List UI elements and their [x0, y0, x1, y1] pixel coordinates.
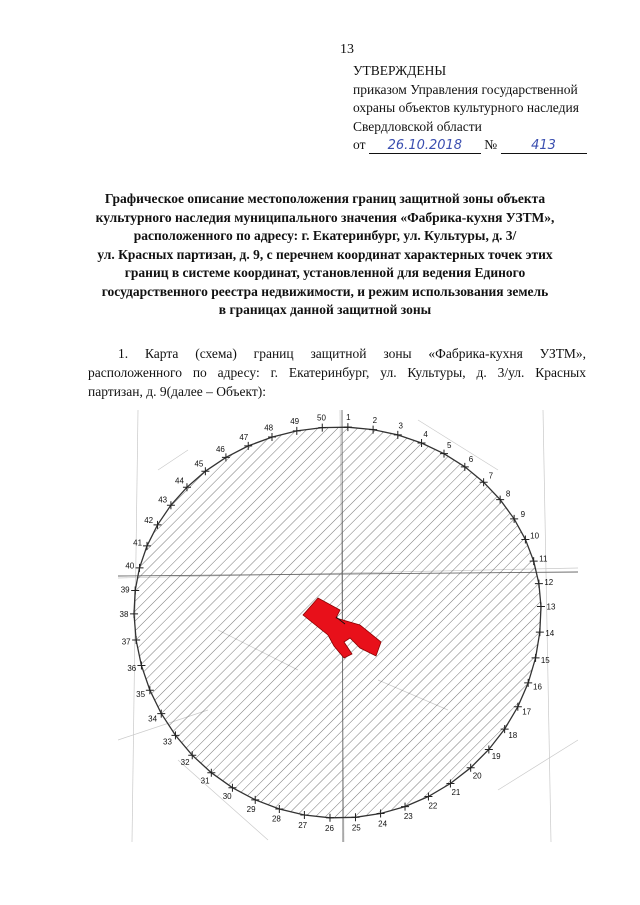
point-label: 19 [491, 752, 501, 762]
point-label: 17 [522, 707, 532, 717]
approval-block [353, 62, 587, 155]
approval-line-2: охраны объектов культурного наследия [353, 100, 579, 115]
section-1-paragraph [88, 344, 586, 401]
point-label: 24 [378, 819, 388, 829]
point-label: 23 [403, 812, 413, 821]
paragraph-line: 1. Карта (схема) границ защитной зоны «Фабрика-кухня УЗТМ», [118, 346, 586, 361]
point-label: 15 [540, 656, 550, 666]
point-label: 39 [120, 585, 130, 595]
point-label: 9 [520, 509, 526, 519]
point-label: 3 [398, 421, 403, 431]
point-label: 36 [127, 664, 137, 674]
point-label: 50 [317, 413, 326, 423]
point-label: 32 [180, 758, 190, 768]
point-label: 48 [264, 423, 274, 433]
point-label: 1 [346, 413, 351, 423]
paragraph-line: партизан, д. 9(далее – Объект): [88, 384, 267, 399]
point-label: 38 [119, 610, 129, 620]
point-label: 30 [222, 792, 232, 802]
title-line: государственного реестра недвижимости, и режим использования земель [101, 283, 549, 299]
title-line: границ в системе координат, установленной для ведения Единого [124, 265, 526, 280]
point-label: 29 [246, 805, 256, 814]
point-label: 10 [530, 531, 540, 541]
date-prefix: от [353, 137, 366, 152]
point-label: 7 [488, 471, 494, 481]
document-title [60, 190, 590, 320]
point-label: 25 [351, 823, 361, 833]
point-label: 28 [271, 814, 281, 824]
title-line: Графическое описание местоположения границ защитной зоны объекта [104, 191, 546, 206]
title-line: ул. Красных партизан, д. 9, с перечнем координат характерных точек этих [97, 246, 553, 262]
point-label: 6 [468, 455, 474, 464]
order-date: 26.10.2018 [369, 139, 481, 154]
point-label: 44 [175, 476, 184, 486]
point-label: 13 [546, 602, 556, 612]
point-label: 46 [215, 445, 225, 454]
point-label: 49 [290, 417, 300, 427]
point-label: 4 [423, 429, 428, 439]
point-label: 43 [158, 495, 168, 505]
approval-heading: УТВЕРЖДЕНЫ [353, 63, 447, 78]
point-label: 8 [505, 489, 511, 499]
point-label: 35 [136, 690, 146, 700]
point-label: 47 [239, 432, 249, 442]
protection-zone-map [118, 410, 578, 842]
point-label: 18 [508, 730, 518, 740]
point-label: 14 [545, 629, 555, 639]
approval-line-1: приказом Управления государственной [353, 81, 578, 97]
point-label: 37 [121, 637, 131, 647]
point-label: 12 [544, 578, 554, 588]
order-number: 413 [501, 139, 587, 154]
point-label: 2 [372, 415, 378, 425]
point-label: 40 [125, 561, 135, 571]
paragraph-line: расположенного по адресу: г. Екатеринбург, ул. Культуры, д. 3/ул. Красных [88, 365, 586, 380]
point-label: 42 [144, 516, 154, 526]
point-label: 41 [133, 538, 143, 548]
point-label: 22 [428, 801, 438, 811]
point-label: 20 [472, 771, 482, 781]
point-label: 16 [533, 682, 542, 692]
approval-line-3: Свердловской области [353, 118, 482, 134]
point-label: 21 [451, 787, 461, 797]
point-label: 11 [539, 554, 548, 564]
point-label: 27 [298, 820, 308, 830]
point-label: 45 [194, 459, 204, 469]
number-prefix: № [484, 137, 498, 152]
point-label: 33 [163, 737, 172, 747]
title-line: расположенного по адресу: г. Екатеринбург, ул. Культуры, д. 3/ [133, 228, 517, 243]
approval-date-line [353, 136, 587, 155]
point-label: 31 [200, 776, 210, 786]
point-label: 34 [148, 714, 158, 724]
page-number: 13 [340, 42, 354, 57]
point-label: 26 [325, 823, 334, 833]
point-label: 5 [446, 441, 452, 451]
title-line: культурного наследия муниципального значения «Фабрика-кухня УЗТМ», [95, 209, 555, 225]
title-line: в границах данной защитной зоны [218, 302, 432, 317]
